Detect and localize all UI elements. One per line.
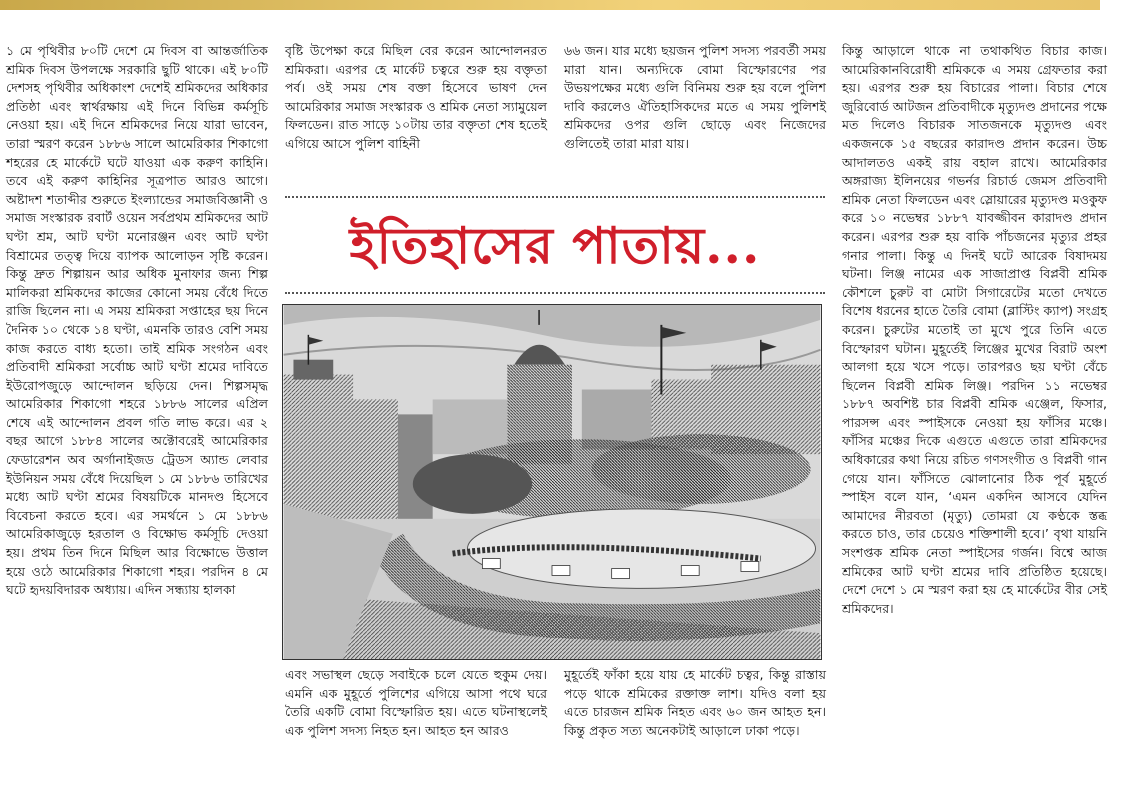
article-column-1	[6, 42, 268, 782]
historic-rally-engraving-icon	[282, 304, 822, 660]
article-column-2-bottom	[285, 666, 547, 776]
article-column-3-top	[564, 42, 826, 172]
column-3-bottom-text: মুহূর্তেই ফাঁকা হয়ে যায় হে মার্কেট চত্বর, কিন্তু রাস্তায় পড়ে থাকে শ্রমিকের রক্তাক্ত লাশ। যদিও বলা হয় এতে চারজন শ্রমিক নিহত এবং ৬০ জন আহত হন। কিন্তু প্রকৃত সত্য অনেকটাই আড়ালে ঢাকা পড়ে।	[564, 667, 826, 738]
dotted-divider-top	[285, 196, 825, 198]
article-column-2-top	[285, 42, 547, 182]
headline: ইতিহাসের পাতায়...	[349, 216, 761, 275]
column-1-text: ১ মে পৃথিবীর ৮০টি দেশে মে দিবস বা আন্তর্জাতিক শ্রমিক দিবস উপলক্ষে সরকারি ছুটি থাকে। এই ৮০টি দেশসহ পৃথিবীর অধিকাংশ দেশেই শ্রমিকদের অধিকার প্রতিষ্ঠা এবং স্বার্থরক্ষায় এই দিনে বিভিন্ন কর্মসূচি নেওয়া হয়। এই দিনে শ্রমিকদের নিয়ে যারা ভাবেন, তারা স্মরণ করেন ১৮৮৬ সালে আমেরিকার শিকাগো শহরের হে মার্কেটে ঘটে যাওয়া এক করুণ কাহিনি। তবে এই করুণ কাহিনির সূত্রপাত আরও আগে। অষ্টাদশ শতাব্দীর শুরুতে ইংল্যান্ডের সমাজবিজ্ঞানী ও সমাজ সংস্কারক রবার্ট ওয়েন সর্বপ্রথম শ্রমিকদের আট ঘণ্টা শ্রম, আট ঘণ্টা মনোরঞ্জন এবং আট ঘণ্টা বিশ্রামের তত্ত্ব দিয়ে ব্যাপক আলোড়ন সৃষ্টি করেন। কিন্তু দ্রুত শিল্পায়ন আর অধিক মুনাফার জন্য শিল্প মালিকরা শ্রমিকদের কাজের কোনো সময় বেঁধে দিতে রাজি ছিলেন না। এ সময় শ্রমিকরা সপ্তাহের ছয় দিনে দৈনিক ১০ থেকে ১৪ ঘণ্টা, এমনকি তারও বেশি সময় কাজ করতে বাধ্য হতো। তাই শ্রমিক সংগঠন এবং প্রতিবাদী শ্রমিকরা সর্বোচ্চ আট ঘণ্টা শ্রমের দাবিতে ইউরোপজুড়ে আন্দোলন ছড়িয়ে দেন। শিল্পসমৃদ্ধ আমেরিকার শিকাগো শহরে ১৮৮৬ সালের এপ্রিল শেষে এই আন্দোলন প্রবল গতি লাভ করে। এর ২ বছর আগে ১৮৮৪ সালের অক্টোবরেই আমেরিকার ফেডারেশন অব অর্গানাইজড ট্রেডস অ্যান্ড লেবার ইউনিয়ন সময় বেঁধে দিয়েছিল ১ মে ১৮৮৬ তারিখের মধ্যে আট ঘণ্টা শ্রমের বিষয়টিকে মানদণ্ড হিসেবে বিবেচনা করতে হবে। এর সমর্থনে ১ মে ১৮৮৬ আমেরিকাজুড়ে হরতাল ও বিক্ষোভ কর্মসূচি দেওয়া হয়। প্রথম তিন দিনে মিছিল আর বিক্ষোভে উত্তাল হয়ে ওঠে আমেরিকার শিকাগো শহর। পরদিন ৪ মে ঘটে হৃদয়বিদারক অধ্যায়। এদিন সন্ধ্যায় হালকা	[6, 43, 268, 598]
decorative-top-bar	[0, 0, 1100, 10]
dotted-divider-bottom	[285, 292, 825, 294]
article-column-3-bottom	[564, 666, 826, 776]
article-column-4	[842, 42, 1107, 782]
column-2-top-text: বৃষ্টি উপেক্ষা করে মিছিল বের করেন আন্দোলনরত শ্রমিকরা। এরপর হে মার্কেট চত্বরে শুরু হয় বক্তৃতা পর্ব। ওই সময় শেষ বক্তা হিসেবে ভাষণ দেন আমেরিকার সমাজ সংস্কারক ও শ্রমিক নেতা স্যামুয়েল ফিলডেন। রাত সাড়ে ১০টায় তার বক্তৃতা শেষ হতেই এগিয়ে আসে পুলিশ বাহিনী	[285, 43, 547, 151]
column-4-text: কিন্তু আড়ালে থাকে না তথাকথিত বিচার কাজ। আমেরিকানবিরোধী শ্রমিককে এ সময় গ্রেফতার করা হয়। এরপর শুরু হয় বিচারের পালা। বিচার শেষে জুরিবোর্ড আটজন প্রতিবাদীকে মৃত্যুদণ্ড প্রদানের পক্ষে মত দিলেও বিচারক সাতজনকে মৃত্যুদণ্ড এবং একজনকে ১৫ বছরের কারাদণ্ড প্রদান করেন। উচ্চ আদালতও একই রায় বহাল রাখে। আমেরিকার অঙ্গরাজ্য ইলিনয়ের গভর্নর রিচার্ড জেমস প্রতিবাদী শ্রমিক নেতা ফিলডেন এবং স্লোয়ারের মৃত্যুদণ্ড মওকুফ করে ১০ নভেম্বর ১৮৮৭ যাবজ্জীবন কারাদণ্ড প্রদান করেন। এরপর শুরু হয় বাকি পাঁচজনের মৃত্যুর প্রহর গনার পালা। কিন্তু এ দিনই ঘটে আরেক বিষাদময় ঘটনা। লিঞ্জ নামের এক সাজাপ্রাপ্ত বিপ্লবী শ্রমিক কৌশলে চুরুট বা মোটা সিগারেটের মতো দেখতে বিশেষ ধরনের হাতে তৈরি বোমা (ব্লাস্টিং ক্যাপ) সংগ্রহ করেন। চুরুটের মতোই তা মুখে পুরে তিনি এতে বিস্ফোরণ ঘটান। মুহূর্তেই লিঞ্জের মুখের বিরাট অংশ আলগা হয়ে খসে পড়ে। তারপরও ছয় ঘণ্টা বেঁচে ছিলেন বিপ্লবী শ্রমিক লিঞ্জ। পরদিন ১১ নভেম্বর ১৮৮৭ অবশিষ্ট চার বিপ্লবী শ্রমিক এঞ্জেল, ফিসার, পারসন্স এবং স্পাইসকে নেওয়া হয় ফাঁসির মঞ্চে। ফাঁসির মঞ্চের দিকে এগুতে এগুতে তারা শ্রমিকদের অধিকারের কথা নিয়ে রচিত গণসংগীত ও বিপ্লবী গান গেয়ে যান। ফাঁসিতে ঝোলানোর ঠিক পূর্ব মুহূর্তে স্পাইস বলে যান, ‘এমন একদিন আসবে যেদিন আমাদের নীরবতা (মৃত্যু) তোমরা যে কণ্ঠকে স্তব্ধ করতে চাও, তার চেয়েও শক্তিশালী হবে।’ বৃথা যায়নি সংশপ্তক শ্রমিক নেতা স্পাইসের গর্জন। বিশ্বে আজ শ্রমিকের আট ঘণ্টা শ্রমের দাবি প্রতিষ্ঠিত হয়েছে। দেশে দেশে ১ মে স্মরণ করা হয় হে মার্কেটের বীর সেই শ্রমিকদের।	[842, 43, 1107, 616]
column-3-top-text: ৬৬ জন। যার মধ্যে ছয়জন পুলিশ সদস্য পরবর্তী সময় মারা যান। অন্যদিকে বোমা বিস্ফোরণের পর উভয়পক্ষের মধ্যে গুলি বিনিময় শুরু হয় বলে পুলিশ দাবি করলেও ঐতিহাসিকদের মতে এ সময় পুলিশই শ্রমিকদের ওপর গুলি ছোড়ে এবং নিজেদের গুলিতেই তারা মারা যায়।	[564, 43, 826, 151]
column-2-bottom-text: এবং সভাস্থল ছেড়ে সবাইকে চলে যেতে হুকুম দেয়। এমনি এক মুহূর্তে পুলিশের এগিয়ে আসা পথে ঘরে তৈরি একটি বোমা বিস্ফোরিত হয়। এতে ঘটনাস্থলেই এক পুলিশ সদস্য নিহত হন। আহত হন আরও	[285, 667, 547, 738]
